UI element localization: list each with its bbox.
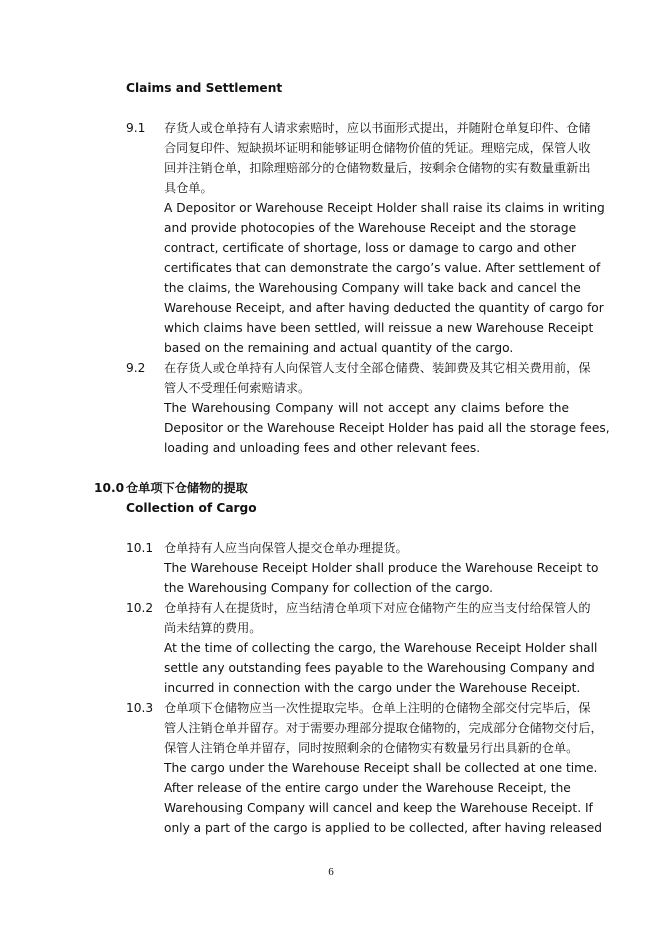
clause-body xyxy=(164,358,610,458)
clause-line-en: only a part of the cargo is applied to be collected, after having released xyxy=(164,821,602,835)
clause-line-en: the Warehousing Company for collection of the cargo. xyxy=(164,581,493,595)
clause-number: 10.1 xyxy=(126,541,154,555)
section-heading: Claims and Settlement xyxy=(126,81,283,95)
clause-line-zh: 保管人注销仓单并留存，同时按照剩余的仓储物实有数量另行出具新的仓单。 xyxy=(164,741,579,755)
clause-line-en: The cargo under the Warehouse Receipt shall be collected at one time. xyxy=(164,761,598,775)
clause-line-zh: 合同复印件、短缺损坏证明和能够证明仓储物价值的凭证。理赔完成，保管人收 xyxy=(164,141,591,155)
clause-line-en: incurred in connection with the cargo under the Warehouse Receipt. xyxy=(164,681,581,695)
clause-line-zh: 存货人或仓单持有人请求索赔时，应以书面形式提出，并随附仓单复印件、仓储 xyxy=(164,121,591,135)
clause-line-en: settle any outstanding fees payable to the Warehousing Company and xyxy=(164,661,595,675)
clause-line-en: which claims have been settled, will reissue a new Warehouse Receipt xyxy=(164,321,594,335)
clause-line-zh: 仓单持有人应当向保管人提交仓单办理提货。 xyxy=(164,541,408,555)
clause-line-zh: 仓单项下仓储物应当一次性提取完毕。仓单上注明的仓储物全部交付完毕后，保 xyxy=(164,701,591,715)
clause-line-zh: 具仓单。 xyxy=(164,181,213,195)
clause-line-en: the claims, the Warehousing Company will take back and cancel the xyxy=(164,281,581,295)
page-number: 6 xyxy=(328,866,334,878)
clause-line-zh: 管人注销仓单并留存。对于需要办理部分提取仓储物的，完成部分仓储物交付后， xyxy=(164,721,603,735)
clause-number: 9.1 xyxy=(126,121,146,135)
clause-line-zh: 在存货人或仓单持有人向保管人支付全部仓储费、装卸费及其它相关费用前，保 xyxy=(164,361,591,375)
clause-body xyxy=(164,118,605,358)
clause-line-en: The Warehouse Receipt Holder shall produce the Warehouse Receipt to xyxy=(164,561,599,575)
clause-line-en: loading and unloading fees and other relevant fees. xyxy=(164,441,481,455)
section-heading-zh: 仓单项下仓储物的提取 xyxy=(126,481,248,495)
clause-line-zh: 管人不受理任何索赔请求。 xyxy=(164,381,311,395)
clause-line-en: certificates that can demonstrate the cargo’s value. After settlement of xyxy=(164,261,601,275)
clause-line-zh: 尚未结算的费用。 xyxy=(164,621,262,635)
clause-body xyxy=(164,698,603,838)
clause-line-en: The Warehousing Company will not accept any claims before the xyxy=(164,401,569,415)
clause-line-en: A Depositor or Warehouse Receipt Holder shall raise its claims in writing xyxy=(164,201,605,215)
section-heading-en: Collection of Cargo xyxy=(126,501,257,515)
clause-number: 9.2 xyxy=(126,361,146,375)
clause-line-zh: 仓单持有人在提货时，应当结清仓单项下对应仓储物产生的应当支付给保管人的 xyxy=(164,601,591,615)
clause-line-en: After release of the entire cargo under the Warehouse Receipt, the xyxy=(164,781,571,795)
clause-body xyxy=(164,538,599,598)
clause-line-en: contract, certificate of shortage, loss or damage to cargo and other xyxy=(164,241,576,255)
clause-line-en: and provide photocopies of the Warehouse Receipt and the storage xyxy=(164,221,577,235)
clause-line-en: Depositor or the Warehouse Receipt Holder has paid all the storage fees, xyxy=(164,421,610,435)
clause-number: 10.2 xyxy=(126,601,154,615)
clause-line-en: At the time of collecting the cargo, the Warehouse Receipt Holder shall xyxy=(164,641,598,655)
clause-number: 10.3 xyxy=(126,701,154,715)
clause-line-en: Warehouse Receipt, and after having deducted the quantity of cargo for xyxy=(164,301,604,315)
section-number: 10.0 xyxy=(94,481,125,495)
clause-line-en: based on the remaining and actual quantity of the cargo. xyxy=(164,341,514,355)
clause-line-en: Warehousing Company will cancel and keep the Warehouse Receipt. If xyxy=(164,801,593,815)
clause-body xyxy=(164,598,598,698)
clause-line-zh: 回并注销仓单，扣除理赔部分的仓储物数量后，按剩余仓储物的实有数量重新出 xyxy=(164,161,591,175)
